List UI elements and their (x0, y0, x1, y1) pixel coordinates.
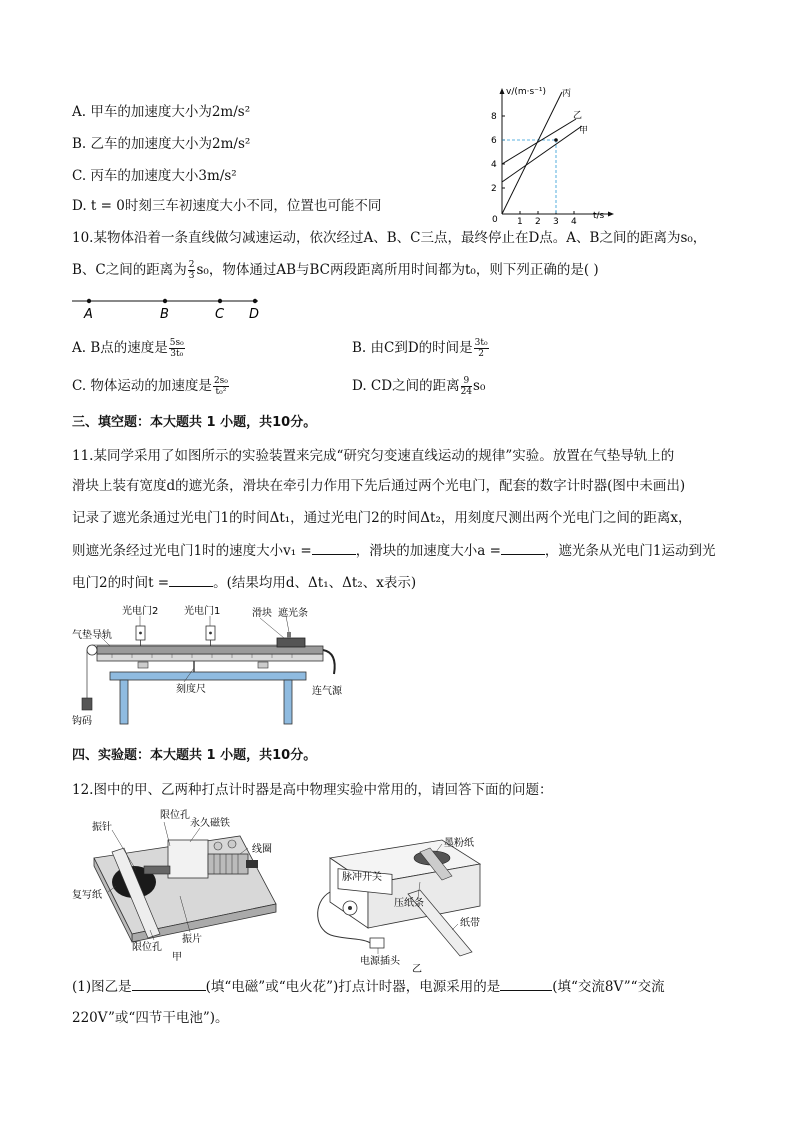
fraction-two-thirds: $\frac{2}{3}$ (188, 260, 195, 281)
q12-figure-yi (312, 832, 502, 974)
jia-label-magnet: 永久磁铁 (190, 818, 230, 829)
label-gate2: 光电门2 (122, 606, 159, 617)
yi-label-pulse-switch: 脉冲开关 (342, 872, 382, 883)
label-slider: 滑块 (252, 608, 272, 619)
q10-stem-line1: 10.某物体沿着一条直线做匀减速运动，依次经过A、B、C三点，最终停止在D点。A、B之间的距离为s₀， (72, 230, 707, 246)
y-tick-2: 2 (491, 184, 497, 194)
section-4-heading: 四、实验题：本大题共 1 小题，共10分。 (72, 748, 317, 763)
q12-figure-jia (72, 806, 284, 962)
x-tick-3: 3 (553, 217, 559, 224)
q9-option-c: C. 丙车的加速度大小3m/s² (72, 168, 237, 184)
q10-option-a: A. B点的速度是 $\frac{\text{5s₀}}{\text{3t₀}}$ (72, 338, 184, 359)
origin-label: 0 (492, 215, 498, 224)
q11-line2: 滑块上装有宽度d的遮光条，滑块在牵引力作用下先后通过两个光电门，配套的数字计时器(图中未画出) (72, 478, 686, 494)
yi-label-plug: 电源插头 (360, 956, 400, 967)
jia-label-coil: 线圈 (252, 844, 272, 855)
jia-caption: 甲 (172, 952, 182, 962)
q10-point-line (70, 292, 270, 322)
jia-label-limit-hole-top: 限位孔 (160, 810, 190, 821)
yi-label-tape: 纸带 (460, 918, 480, 929)
q11-line3: 记录了遮光条通过光电门1的时间Δt₁，通过光电门2的时间Δt₂，用刻度尺测出两个光电门之间的距离x， (72, 510, 692, 526)
q10-option-d: D. CD之间的距离 $\frac{9}{24}$ s₀ (352, 376, 486, 397)
label-bing: 丙 (562, 89, 572, 99)
label-yi: 乙 (573, 111, 583, 121)
blank-v1 (312, 540, 356, 555)
label-weight: 钩码 (72, 716, 92, 727)
jia-label-carbon-paper: 复写纸 (72, 890, 102, 901)
blank-timer-type (132, 976, 206, 991)
yi-caption: 乙 (412, 964, 422, 974)
label-ruler: 刻度尺 (176, 684, 206, 695)
label-jia: 甲 (579, 126, 589, 136)
x-axis-label: t/s (593, 211, 605, 221)
label-air: 连气源 (312, 686, 342, 697)
line-jia (502, 126, 582, 182)
line-yi (502, 119, 576, 164)
q9-option-b: B. 乙车的加速度大小为2m/s² (72, 136, 251, 152)
blank-t (169, 572, 213, 587)
blank-a (501, 540, 545, 555)
q12-stem: 12.图中的甲、乙两种打点计时器是高中物理实验中常用的，请回答下面的问题： (72, 782, 553, 798)
x-tick-4: 4 (571, 217, 577, 224)
q10-stem-line2: B、C之间的距离为 $\frac{2}{3}$ s₀，物体通过AB与BC两段距离所用时间都为t₀，则下列正确的是( ) (72, 260, 599, 281)
q12-sub1-line2: 220V”或“四节干电池”)。 (72, 1010, 229, 1026)
q9-option-a: A. 甲车的加速度大小为2m/s² (72, 104, 251, 120)
q11-line4: 则遮光条经过光电门1时的速度大小v₁ = ，滑块的加速度大小a = ，遮光条从光电门1运动到光 (72, 540, 715, 561)
q12-sub1-line1: (1)图乙是 (填“电磁”或“电火花”)打点计时器，电源采用的是 (填“交流8V”“交流 (72, 976, 665, 997)
yi-label-ink-paper: 墨粉纸 (444, 838, 474, 849)
y-axis-label: v/(m·s⁻¹) (506, 87, 547, 97)
jia-label-vibrator: 振片 (182, 934, 202, 945)
jia-label-needle: 振针 (92, 822, 112, 833)
q11-line5: 电门2的时间t = 。(结果均用d、Δt₁、Δt₂、x表示) (72, 572, 416, 593)
x-tick-1: 1 (517, 217, 523, 224)
q9-option-d: D. t = 0时刻三车初速度大小不同，位置也可能不同 (72, 198, 382, 214)
jia-label-limit-hole-bottom: 限位孔 (132, 942, 162, 953)
q11-apparatus-figure (72, 602, 362, 727)
line-bing (502, 92, 562, 214)
y-tick-8: 8 (491, 112, 497, 122)
point-c: C (215, 307, 225, 322)
q10-option-c: C. 物体运动的加速度是 $\frac{\text{2s₀}}{\text{t₀²}}$ (72, 376, 228, 397)
label-shade: 遮光条 (278, 608, 308, 619)
label-gate1: 光电门1 (184, 606, 221, 617)
q11-line1: 11.某同学采用了如图所示的实验装置来完成“研究匀变速直线运动的规律”实验。放置在气垫导轨上的 (72, 448, 675, 464)
label-track: 气垫导轨 (72, 630, 112, 641)
x-tick-2: 2 (535, 217, 541, 224)
q9-vt-graph (480, 84, 620, 224)
point-a: A (84, 307, 93, 322)
point-b: B (160, 307, 169, 322)
blank-power (500, 976, 552, 991)
y-tick-6: 6 (491, 136, 497, 146)
q10-option-b: B. 由C到D的时间是 $\frac{\text{3t₀}}{2}$ (352, 338, 488, 359)
section-3-heading: 三、填空题：本大题共 1 小题，共10分。 (72, 415, 317, 430)
yi-label-paper-press: 压纸条 (394, 898, 424, 909)
point-d: D (249, 307, 260, 322)
y-tick-4: 4 (491, 160, 497, 170)
